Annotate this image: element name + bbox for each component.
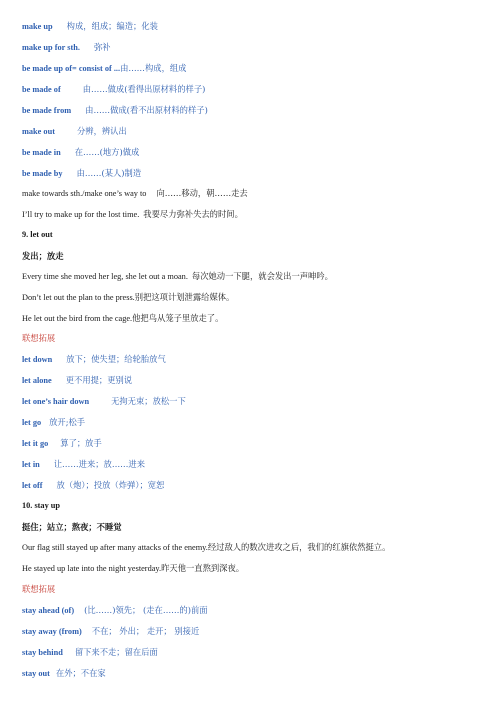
phrase-term: let in: [22, 460, 40, 469]
section-9-definition: 发出；放走: [22, 251, 64, 261]
phrase-term: be made by: [22, 169, 63, 178]
phrase-let-ones-hair-down: [22, 395, 490, 408]
phrase-stay-behind: [22, 646, 490, 659]
section-10-heading: 10. stay up: [22, 501, 61, 510]
phrase-meaning: 放开;松手: [49, 417, 86, 427]
phrase-term: make up for sth.: [22, 43, 80, 52]
phrase-meaning: (比……)领先； (走在……的)前面: [84, 605, 208, 615]
phrase-term: be made from: [22, 106, 72, 115]
section-10-extension-label: 联想拓展: [22, 584, 56, 594]
phrase-stay-ahead: [22, 604, 490, 617]
section-9-example-3: [22, 312, 490, 325]
example-lost-time: [22, 208, 490, 221]
phrase-meaning: 无拘无束；放松一下: [111, 396, 186, 406]
example-en: He stayed up late into the night yesterday.: [22, 564, 162, 573]
section-10-example-1: [22, 541, 490, 554]
section-10-definition: 挺住；站立；熬夜；不睡觉: [22, 522, 122, 532]
phrase-term: stay behind: [22, 648, 63, 657]
example-zh: 别把这项计划泄露给媒体。: [134, 292, 235, 302]
phrase-term: be made up of= consist of ...: [22, 64, 121, 73]
phrase-meaning: 放下；使失望；给轮胎放气: [66, 354, 166, 364]
phrase-meaning: 由……构成，组成: [120, 63, 187, 73]
example-en: Every time she moved her leg, she let out a moan.: [22, 272, 188, 281]
example-zh: 向……移动，朝……走去: [156, 188, 248, 198]
section-9-example-2: [22, 291, 490, 304]
example-en: make towards sth./make one’s way to: [22, 189, 147, 198]
phrase-term: let off: [22, 481, 43, 490]
section-9-example-1: [22, 270, 490, 283]
section-9-extension-label: 联想拓展: [22, 333, 56, 343]
phrase-meaning: 弥补: [93, 42, 111, 52]
entry-be-made-up-of: [22, 62, 490, 75]
entry-make-out: [22, 125, 490, 138]
phrase-let-in: [22, 458, 490, 471]
phrase-meaning: 由……做成(看不出原材料的样子): [85, 105, 208, 115]
phrase-meaning: 由……做成(看得出原材料的样子): [82, 84, 206, 94]
entry-be-made-by: [22, 167, 490, 180]
example-zh: 我要尽力弥补失去的时间。: [143, 209, 243, 219]
example-en: I’ll try to make up for the lost time.: [22, 210, 140, 219]
phrase-term: make up: [22, 22, 53, 31]
phrase-term: let one’s hair down: [22, 397, 90, 406]
entry-be-made-in: [22, 146, 490, 159]
phrase-term: stay ahead (of): [22, 606, 75, 615]
phrase-term: let alone: [22, 376, 52, 385]
phrase-meaning: 在……(地方)做成: [74, 147, 140, 157]
phrase-let-off: [22, 479, 490, 492]
phrase-term: let go: [22, 418, 42, 427]
phrase-meaning: 放（炮）；投放（炸弹）；宽恕: [56, 480, 165, 490]
section-10-example-2: [22, 562, 490, 575]
phrase-term: make out: [22, 127, 55, 136]
example-en: Don’t let out the plan to the press.: [22, 293, 135, 302]
entry-be-made-of: [22, 83, 490, 96]
entry-make-up-for: [22, 41, 490, 54]
example-en: Our flag still stayed up after many attacks of the enemy.: [22, 543, 208, 552]
phrase-stay-out: [22, 667, 490, 680]
phrase-term: be made of: [22, 85, 61, 94]
phrase-meaning: 不在； 外出； 走开； 别接近: [91, 626, 200, 636]
phrase-let-it-go: [22, 437, 490, 450]
entry-make-up: [22, 20, 490, 33]
example-zh: 他把鸟从笼子里放走了。: [132, 313, 224, 323]
phrase-term: stay out: [22, 669, 50, 678]
example-zh: 昨天他一直熬到深夜。: [161, 563, 245, 573]
example-zh: 每次她动一下腿，就会发出一声呻吟。: [191, 271, 333, 281]
example-make-towards: [22, 187, 490, 200]
phrase-meaning: 让……进来；放……进来: [53, 459, 146, 469]
phrase-stay-away: [22, 625, 490, 638]
phrase-meaning: 在外；不在家: [55, 668, 106, 678]
example-en: He let out the bird from the cage.: [22, 314, 133, 323]
phrase-let-go: [22, 416, 490, 429]
phrase-term: stay away (from): [22, 627, 82, 636]
phrase-term: be made in: [22, 148, 61, 157]
phrase-meaning: 由……(某人)制造: [76, 168, 142, 178]
phrase-meaning: 构成，组成；编造；化装: [66, 21, 158, 31]
phrase-let-alone: [22, 374, 490, 387]
phrase-meaning: 更不用提；更别说: [65, 375, 133, 385]
phrase-meaning: 留下来不走；留在后面: [74, 647, 158, 657]
phrase-term: let it go: [22, 439, 49, 448]
section-9-heading: 9. let out: [22, 230, 53, 239]
entry-be-made-from: [22, 104, 490, 117]
phrase-meaning: 分辨，辨认出: [76, 126, 127, 136]
example-zh: 经过敌人的数次进攻之后，我们的红旗依然挺立。: [207, 542, 391, 552]
phrase-meaning: 算了；放手: [60, 438, 102, 448]
phrase-term: let down: [22, 355, 53, 364]
phrase-let-down: [22, 353, 490, 366]
